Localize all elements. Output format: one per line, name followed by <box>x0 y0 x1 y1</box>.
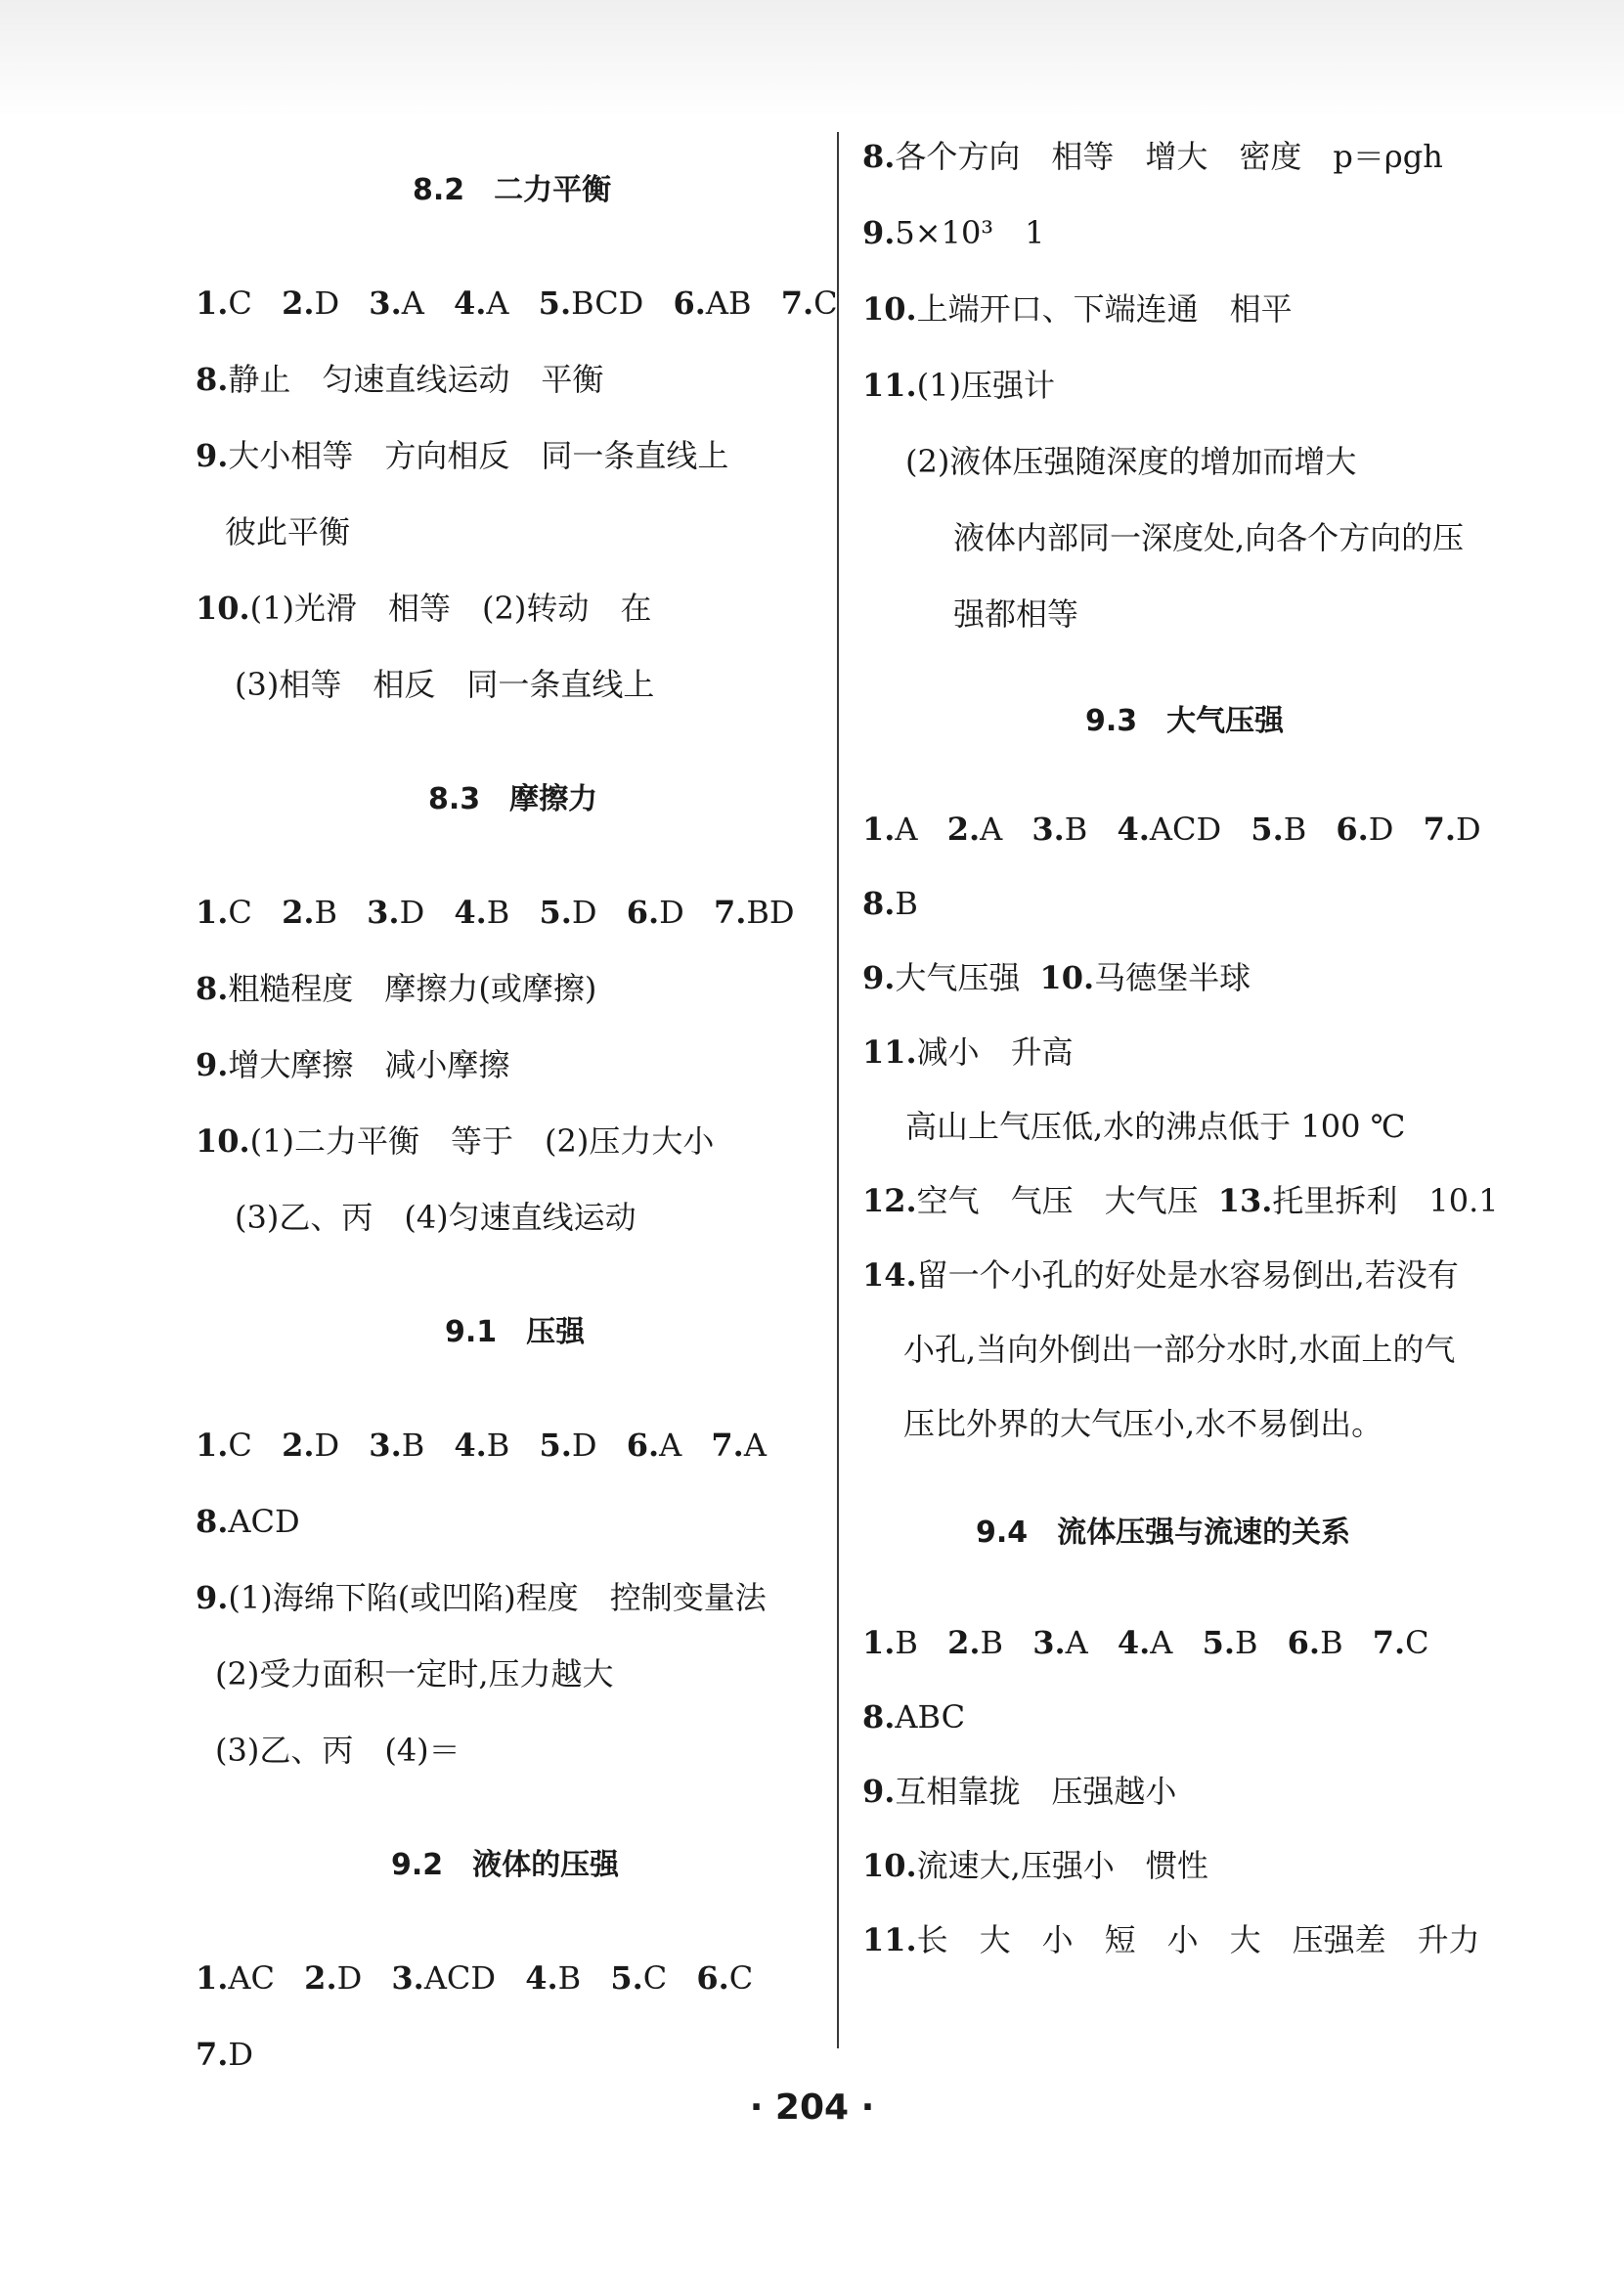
answer-9-4-q8: 8.ABC <box>862 1698 966 1736</box>
answer-9-3-q9-q10: 9.大气压强 10.马德堡半球 <box>862 959 1251 996</box>
answer-9-4-q9: 9.互相靠拢 压强越小 <box>862 1773 1177 1810</box>
answer-9-2-q7: 7.D <box>196 2036 254 2073</box>
answer-9-1-q9-cont2: (3)乙、丙 (4)＝ <box>215 1732 461 1769</box>
answer-9-1-q9-cont1: (2)受力面积一定时,压力越大 <box>215 1655 614 1692</box>
answer-8-2-q10-cont: (3)相等 相反 同一条直线上 <box>235 666 655 703</box>
answer-9-3-q11: 11.减小 升高 <box>862 1033 1074 1071</box>
scan-shadow-band <box>0 0 1624 117</box>
answer-9-1-q9: 9.(1)海绵下陷(或凹陷)程度 控制变量法 <box>196 1579 767 1616</box>
answer-row-8-3-mc: 1.C 2.B 3.D 4.B 5.D 6.D 7.BD <box>196 894 795 931</box>
answer-8-2-q9: 9.大小相等 方向相反 同一条直线上 <box>196 437 729 474</box>
answer-9-2-q11-cont1: (2)液体压强随深度的增加而增大 <box>905 443 1357 480</box>
answer-8-3-q10-cont: (3)乙、丙 (4)匀速直线运动 <box>235 1199 636 1236</box>
answer-9-1-q8: 8.ACD <box>196 1503 300 1540</box>
answer-8-3-q8: 8.粗糙程度 摩擦力(或摩擦) <box>196 970 597 1007</box>
answer-row-9-2-mc: 1.AC 2.D 3.ACD 4.B 5.C 6.C <box>196 1959 754 1997</box>
answer-row-9-1-mc: 1.C 2.D 3.B 4.B 5.D 6.A 7.A <box>196 1427 767 1464</box>
answer-9-2-q11-cont3: 强都相等 <box>953 595 1079 633</box>
page-number: · 204 · <box>749 2087 875 2128</box>
answer-9-4-q11: 11.长 大 小 短 小 大 压强差 升力 <box>862 1921 1480 1958</box>
answer-8-2-q9-cont: 彼此平衡 <box>225 513 351 550</box>
answer-9-2-q11: 11.(1)压强计 <box>862 367 1056 404</box>
answer-9-2-q11-cont2: 液体内部同一深度处,向各个方向的压 <box>953 519 1465 556</box>
answer-row-9-3-mc: 1.A 2.A 3.B 4.ACD 5.B 6.D 7.D <box>862 811 1481 848</box>
section-heading-8-2: 8.2 二力平衡 <box>413 173 612 207</box>
section-heading-9-3: 9.3 大气压强 <box>1085 704 1285 738</box>
answer-8-3-q9: 9.增大摩擦 减小摩擦 <box>196 1046 510 1083</box>
section-heading-9-4: 9.4 流体压强与流速的关系 <box>976 1516 1351 1550</box>
answer-9-2-q10: 10.上端开口、下端连通 相平 <box>862 290 1293 328</box>
answer-8-2-q8: 8.静止 匀速直线运动 平衡 <box>196 361 604 398</box>
answer-8-2-q10: 10.(1)光滑 相等 (2)转动 在 <box>196 590 652 627</box>
answer-9-4-q10: 10.流速大,压强小 惯性 <box>862 1847 1208 1884</box>
answer-9-2-q9: 9.5×10³ 1 <box>862 214 1045 251</box>
answer-9-3-q8: 8.B <box>862 885 918 922</box>
answer-9-2-q8: 8.各个方向 相等 增大 密度 p＝ρgh <box>862 138 1443 175</box>
section-heading-8-3: 8.3 摩擦力 <box>428 782 598 816</box>
answer-9-3-q11-cont: 高山上气压低,水的沸点低于 100 ℃ <box>905 1108 1406 1145</box>
answer-9-3-q12-q13: 12.空气 气压 大气压 13.托里拆利 10.1 <box>862 1182 1499 1219</box>
answer-8-3-q10: 10.(1)二力平衡 等于 (2)压力大小 <box>196 1122 715 1160</box>
section-heading-9-2: 9.2 液体的压强 <box>391 1848 620 1882</box>
answer-9-3-q14-cont2: 压比外界的大气压小,水不易倒出。 <box>903 1405 1383 1442</box>
section-heading-9-1: 9.1 压强 <box>445 1315 586 1349</box>
answer-9-3-q14: 14.留一个小孔的好处是水容易倒出,若没有 <box>862 1256 1459 1294</box>
answer-row-8-2-mc: 1.C 2.D 3.A 4.A 5.BCD 6.AB 7.C <box>196 285 838 322</box>
answer-9-3-q14-cont1: 小孔,当向外倒出一部分水时,水面上的气 <box>903 1331 1456 1368</box>
column-divider <box>837 132 839 2048</box>
answer-row-9-4-mc: 1.B 2.B 3.A 4.A 5.B 6.B 7.C <box>862 1624 1429 1661</box>
